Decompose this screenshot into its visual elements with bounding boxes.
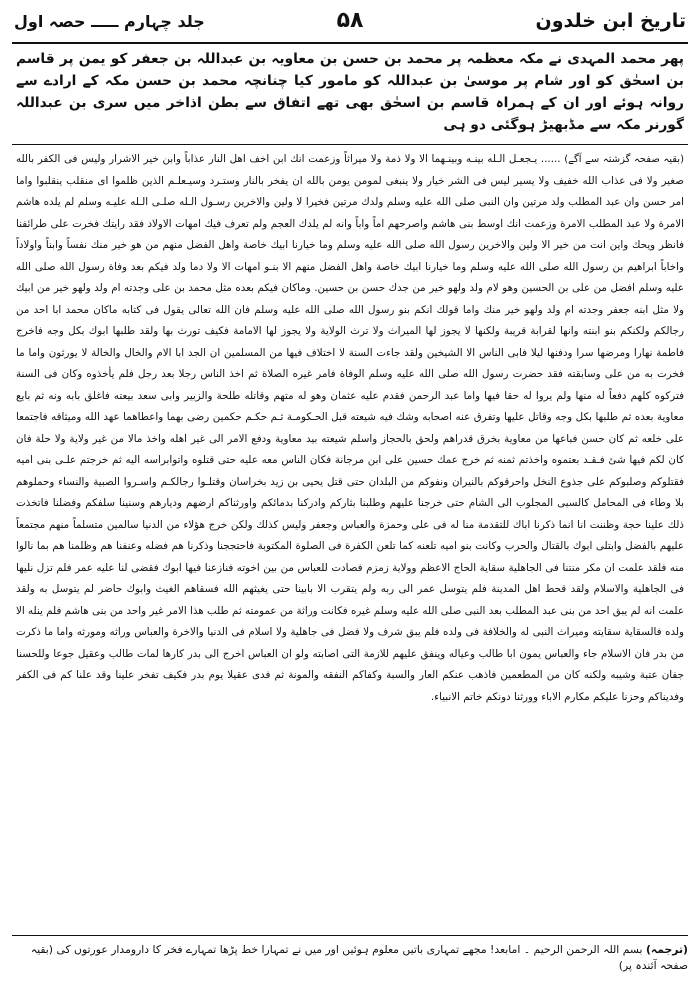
volume-label: جلد چہارم ـــــ حصہ اول [14,12,205,31]
arabic-body: ...... يـجعـل الـله بينـه وبينـهما الا ولا ذمة ولا ميراثاً وزعمت انك ابن اخف اهل النار عذاباً وابن خير الاشرار وليس فى الكفر بالله صغير ولا فى عذاب الله خفيف ولا يسير ليس فى الشر خيار ولا ينبغى لمومن يومن بالله ان يفخر بالنار وستـرد وسيـعلـم الذين ظلموا اى منقلب ينقلبوا واما امر حسن وان عبد المطلب ولد مرتين وان النبى صلى الله عليه وسلم ولدك مرتين فخيرا لا ولين والاخرين رسـول الـله صلـى الـله عليـه وسلم لم يلده هاشم الامرة ولا عبد المطلب الامرة وزعمت انك اوسط بنى هاشم واصرحهم اماً واباً وانه لم يلدك العجم ولم تعرف فيك امهات الاولاد فقد رايتك فخرت على طرائفنا فانظر ويحك واين انت من خير الا ولين والاخرين رسول الله صلى الله عليه وسلم وما خيارنا ابيك خاصة واهل الفضل منهم من هو خير منك نفساً وابناً واولاداً واخاباً ابراهيم بن رسول الله صلى الله عليه وسلم وما خيارنا ابيك خاصة واهل الفضل منهم الا بنـو امهات الا ولا دما ولد فيكم بعد وفاة رسول الله صلى الله عليه وسلم افضل من على بن الحسين وهو لام ولد ولهو خير من جدك حسن بن حسين. وماكان فيكم بعده مثل محمد بن على وجدته ام ولد ولهو خير من ابيك ولا مثل ابنه جعفر وجدته ام ولد ولهو خير منك واما قولك انكم بنو رسول الله صلى الله عليه وسلم فان الله تعالى يقول فى كتابه ماكان محمد ابا احد من رجالكم ولكنكم بنو ابنته وانها لقرابة قريبة ولكنها لا يجوز لها الميراث ولا ترث الولاية ولا يجوز لها الامامة فكيف تورث بها ولقد طلبها ابوك بكل وجه فاخرج فاطمة نهارا ومرضها سرا ودفنها ليلا فابى الناس الا الشيخين ولقد جاءت السنة لا اختلاف فيها من المسلمين ان الجد ابا الام والخال والخالة لا يورثون واما ما فخرت به من على وسابقته فقد حضرت رسول الله صلى الله عليه وسلم الوفاة فامر غيره الصلاة ثم اخذ الناس رجلا بعد رجل فلم يأخذوه وكان فى السنة فتركوه كلهم دفعاً له منها ولم يروا له حقا فيها واما عبد الرحمن فقدم عليه عثمان وهو له متهم وقاتله طلحة والزبير وابى سعد بيعته فاغلق بابه ونه ثم بايع معاوية بعده ثم طلبها بكل وجه وقاتل عليها وتفرق عنه اصحابه وشك فيه شيعته قبل الحـكومـة ثـم حكـم حكمين رضى بهما واعطاهما عهد الله وميثاقه فاجتمعا على خلعه ثم كان حسن فباعها من معاوية بخرق قدراهم ولحق بالحجاز واسلم شيعته بيد معاوية ودفع الامر الى غير اهله واخذ مالا من غير ولاية ولا حلة فان كان لكم فيها شئ فـقـد بعتموه واخذتم ثمنه ثم خرج عمك حسين على ابن مرجانة فكان الناس معه عليه حتى قتلوه واتوابراسه اليه ثم خرجتم علـى بنى اميه فقتلوكم وصلبوكم على جذوع النخل واحرقوكم بالنيران ونفوكم من البلدان حتى قتل يحيى بن زيد بخراسان وقتلـوا رجالكـم واسـروا الصبية والنساء وحملوهم بلا وطاء فى المحامل كالسبى المجلوب الى الشام حتى خرجنا عليهم وطلبنا بثاركم وادركنا بدمائكم واورثناكم ارضهم وديارهم وسنينا سلفكم وفضلنا فاتخذت ذلك علينا حجة وظننت انا انما ذكرنا اباك للتقدمة منا له فى على وحمزة والعباس وجعفر وليس كذلك ولكن خرج هؤلاء من الدنيا سالمين متسلماً منهم مجتمعاً عليهم بالفضل وابتلى ابوك بالقتال والحرب وكانت بنو اميه تلعنه كما تلعن الكفرة فى الصلوة المكتوبة فاحتججنا وذكرنا هم فضله وعنفنا هم وظلمنا هم بما نالوا منه فلقد علمت ان مكر منتنا فى الجاهلية سقاية الحاج الاعظم وولاية زمزم فصادت للعباس من بين اخوته فنازعنا فيها ابوك فقضى لنا عليه عمر فلم تزل نليها فى الجاهلية والاسلام ولقد قحط اهل المدينة فلم يتوسل عمر الى ربه ولم يتقرب الا بابينا حتى يغيثهم الله فسقاهم الغيث وابوك حاضر لم يتوسل به ولقد علمت انه لم يبق احد من بنى عبد المطلب بعد النبى صلى الله عليه وسلم غيره فكانت وراثة من عمومته ثم طلب هذا الامر غير واحد من بنى هاشم فلم ينله الا ولده فالسقاية سقايته وميراث النبى له والخلافة فى ولده فلم يبق شرف ولا فضل فى جاهلية ولا اسلام فى الدنيا والاخرة والعباس وراثه ومورثه واما ما ذكرت من بدر فان الاسلام جاء والعباس يمون ابا طالب وعياله وينفق عليهم للازمة التى اصابته ولو ان العباس اخرج الى بدر كارها لمات طالب وعقيل جوعا وللحسنا جفان عتبة وشيبه ولكنه كان من المطعمين فاذهب عنكم العار والسبة وكفاكم النفقه والمونة ثم فدى عقيلا يوم بدر فكيف تفخر علينا وقد علنا كم فى الكفر وفديناكم وحزنا عليكم مكارم الاباء وورثنا دونكم خاتم الانبياء. [16,153,684,703]
translation-tag: (ترجمہ) [646,943,688,956]
section-divider [12,144,688,145]
continued-note: (بقیہ صفحہ گزشتہ سے آگے) [564,154,684,165]
translation-text: بسم اللہ الرحمن الرحیم ۔ امابعد! مجھے تمہاری باتیں معلوم ہوئیں اور میں نے تمہارا خط پڑھا تمہارے فخر کا دارومدار عورتوں کی (بقیہ صفحہ آئندہ پر) [30,943,688,972]
arabic-paragraph [16,149,684,708]
arabic-letter-text [16,149,684,708]
urdu-intro-paragraph: پھر محمد المہدی نے مکہ معظمہ پر محمد بن حسن بن معاویہ بن عبداللہ بن جعفر کو یمن پر قاسم بن اسحٰق کو اور شام پر موسیٰ بن عبداللہ کو مامور کیا چنانچہ محمد بن حسن مکہ کے ارادے سے روانہ ہوئے اور ان کے ہمراہ قاسم بن اسحٰق بھی تھے اتفاق سے بطن اذاخر میں سری بن عبداللہ گورنر مکہ سے مڈبھیڑ ہوگئی دو ہی [16,51,684,133]
book-title: تاریخ ابن خلدون [535,10,686,32]
translation-footer [12,935,688,974]
page-header [12,6,688,44]
page-number: ۵۸ [336,8,364,33]
